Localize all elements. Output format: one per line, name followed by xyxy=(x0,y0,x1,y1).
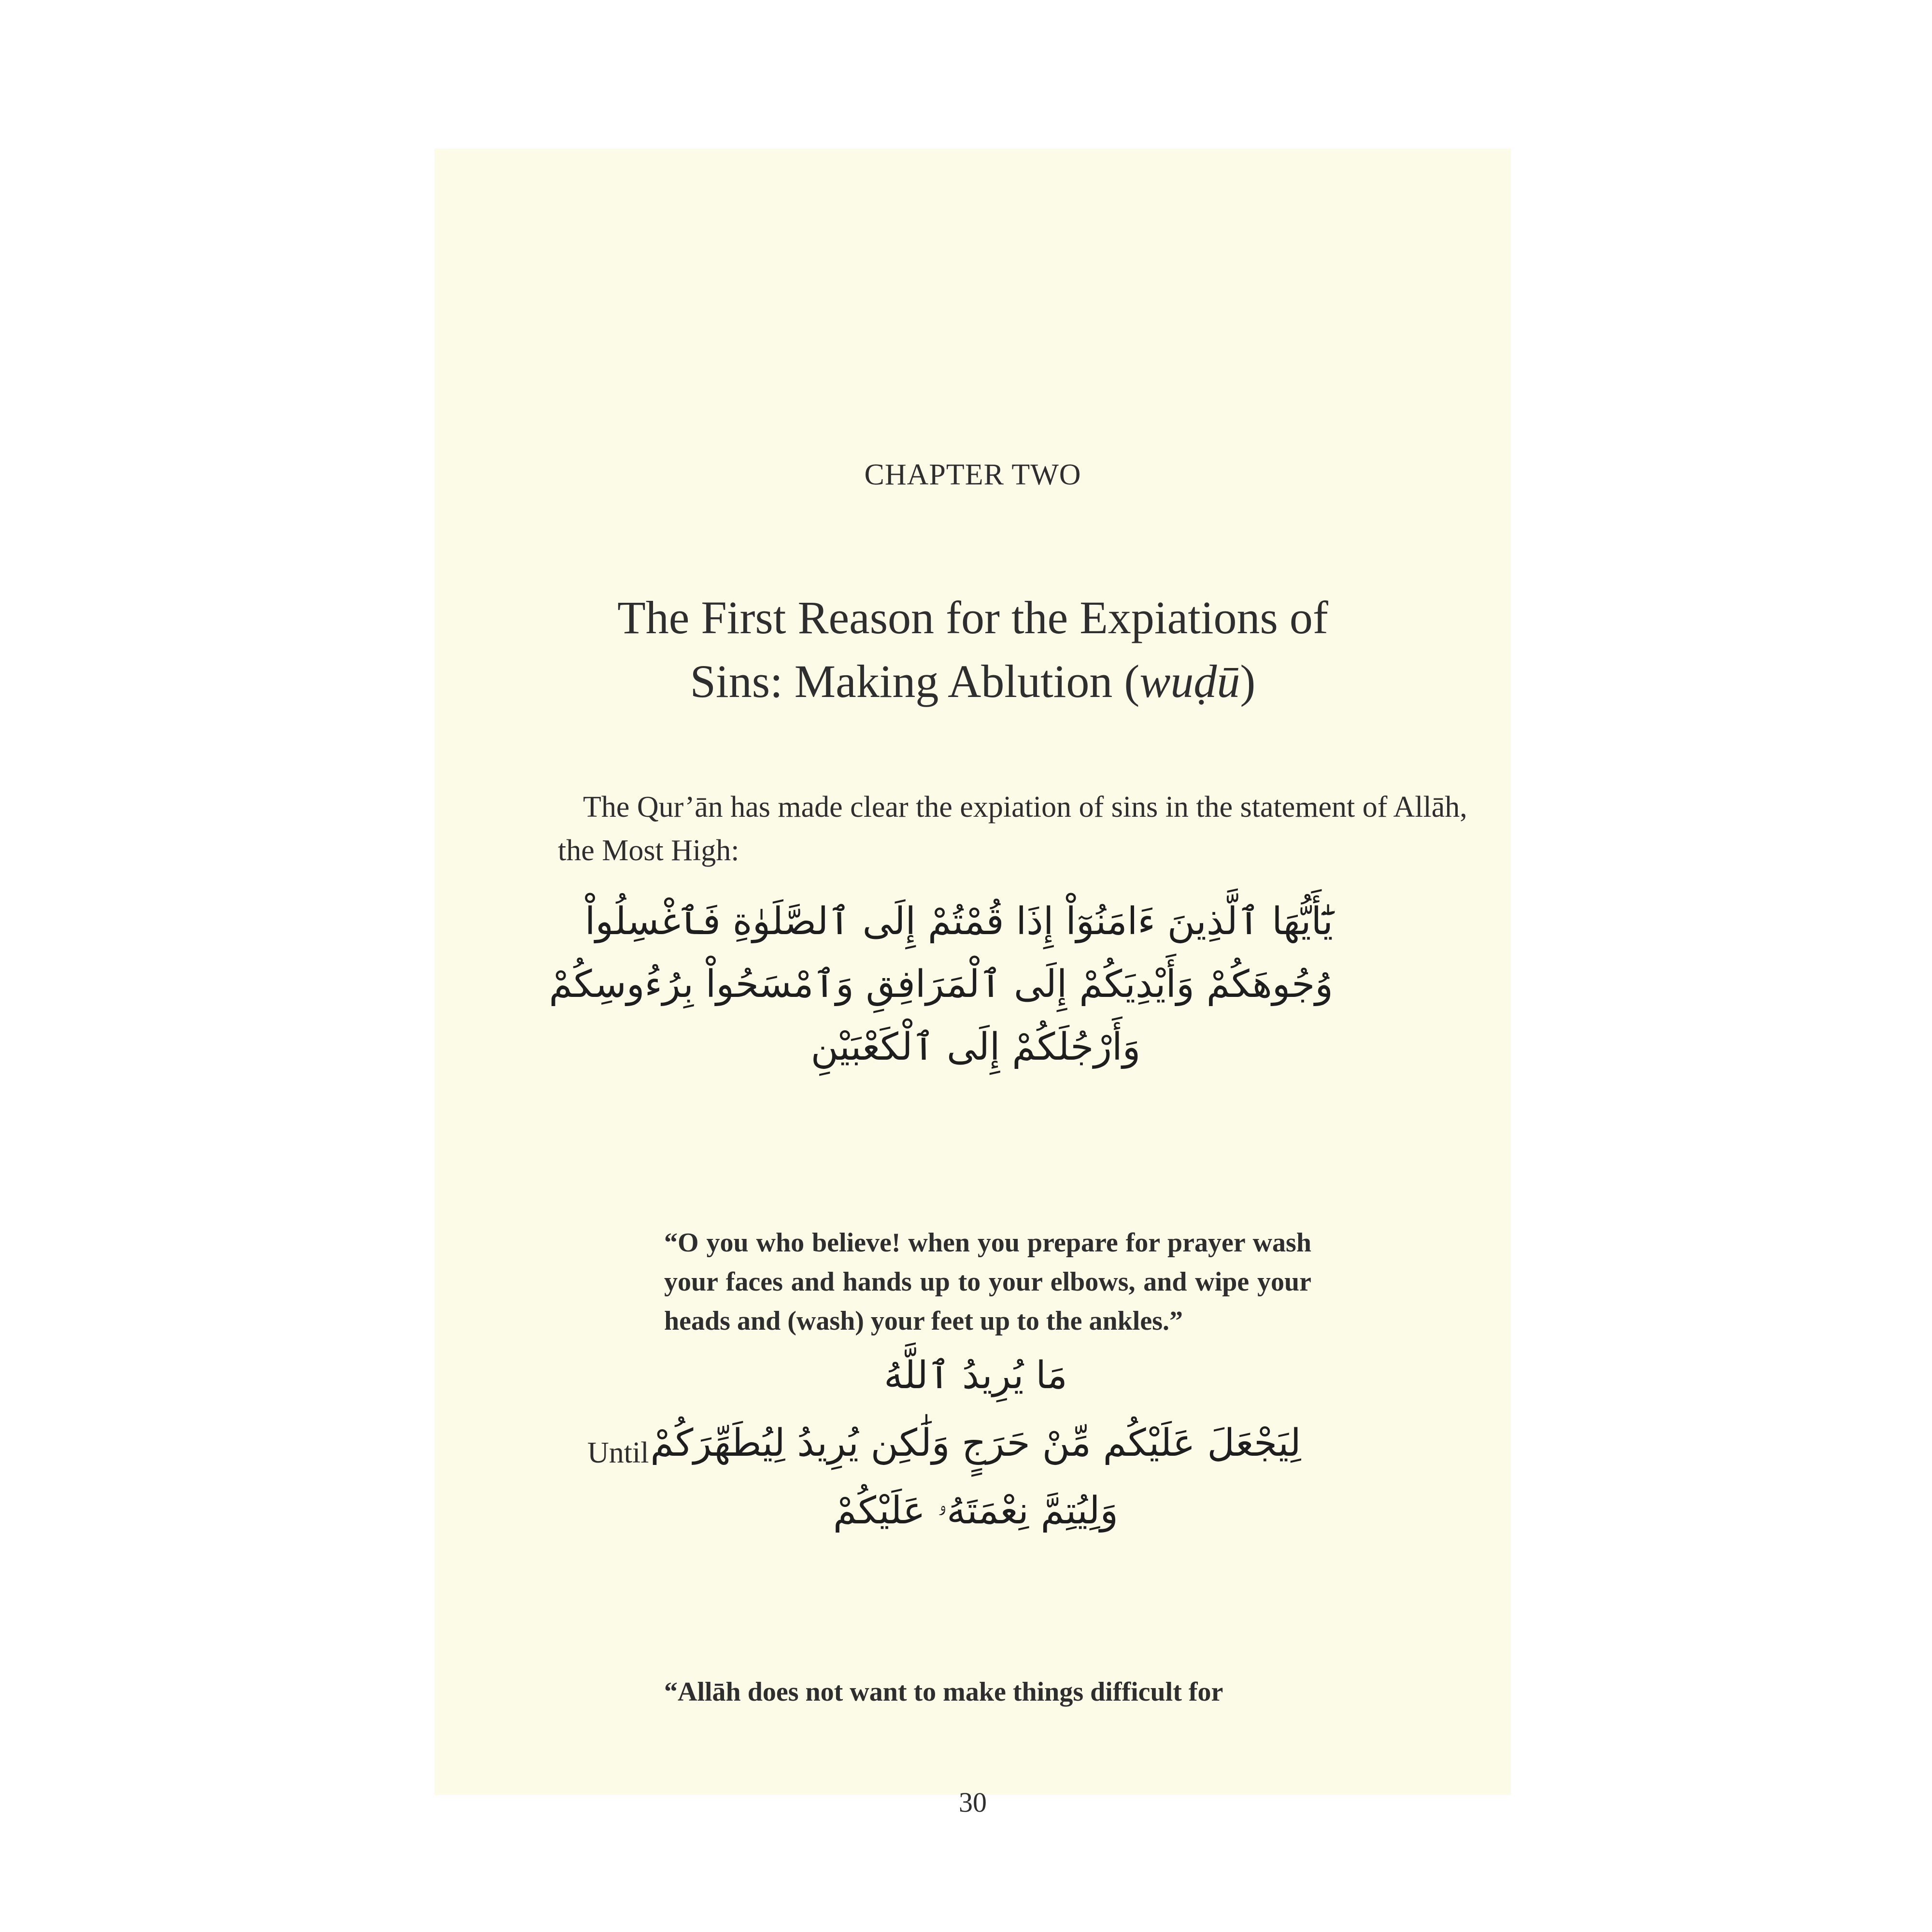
arabic-verse-2 xyxy=(618,1342,1333,1545)
arabic-verse-2-line: وَلِيُتِمَّ نِعْمَتَهُۥ عَلَيْكُمْ xyxy=(833,1489,1119,1533)
arabic-verse-1-line: وَأَرْجُلَكُمْ إِلَى ٱلْكَعْبَيْنِ xyxy=(810,1025,1141,1069)
arabic-verse-1-line: يَٰٓأَيُّهَا ٱلَّذِينَ ءَامَنُوٓاْ إِذَا قُمْتُمْ إِلَى ٱلصَّلَوٰةِ فَٱغْسِلُواْ xyxy=(584,900,1333,943)
title-line2-prefix: Sins: Making Ablution ( xyxy=(690,655,1140,707)
chapter-label: CHAPTER TWO xyxy=(864,458,1081,491)
title-term-italic: wuḍū xyxy=(1139,655,1240,707)
arabic-verse-1-line: وُجُوهَكُمْ وَأَيْدِيَكُمْ إِلَى ٱلْمَرَافِقِ وَٱمْسَحُواْ بِرُءُوسِكُمْ xyxy=(549,963,1333,1006)
chapter-title-line2 xyxy=(483,650,1463,713)
arabic-verse-2-line: مَا يُرِيدُ ٱللَّهُ xyxy=(884,1354,1067,1397)
page-number: 30 xyxy=(959,1787,987,1818)
intro-paragraph: The Qur’ān has made clear the expiation of sins in the statement of Allāh, the Most High: xyxy=(558,791,1467,867)
verse-1-translation: “O you who believe! when you prepare for prayer wash your faces and hands up to your elbows, and wipe your heads and (wash) your feet up to the ankles.” xyxy=(664,1228,1311,1336)
title-line2-suffix: ) xyxy=(1240,655,1256,707)
verse-2-translation: “Allāh does not want to make things difficult for xyxy=(664,1677,1223,1707)
arabic-verse-2-line: لِيَجْعَلَ عَلَيْكُم مِّنْ حَرَجٍ وَلَٰكِن يُرِيدُ لِيُطَهِّرَكُمْ xyxy=(650,1421,1301,1465)
chapter-title xyxy=(483,586,1463,713)
chapter-title-line1: The First Reason for the Expiations of xyxy=(617,592,1328,643)
until-text: Until xyxy=(587,1436,649,1469)
arabic-verse-1 xyxy=(549,890,1333,1079)
book-page xyxy=(435,149,1511,1818)
